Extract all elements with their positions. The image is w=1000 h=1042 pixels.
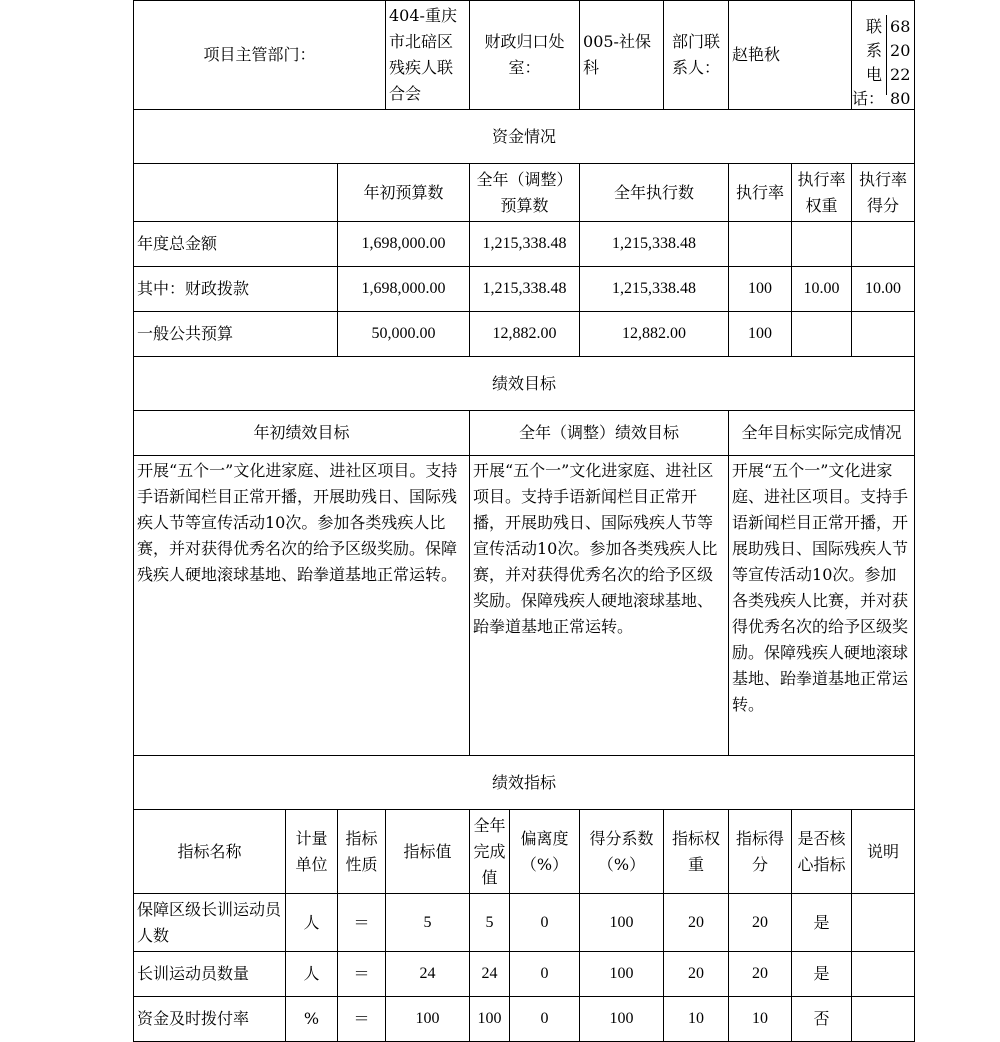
funds-header-weight: 执行率权重 <box>792 164 852 222</box>
ind-score: 10 <box>729 997 792 1042</box>
ind-score: 20 <box>729 894 792 952</box>
funds-header-initial: 年初预算数 <box>338 164 470 222</box>
ind-unit: 人 <box>286 952 338 997</box>
ind-name: 保障区级长训运动员人数 <box>134 894 286 952</box>
office-label: 财政归口处室： <box>470 1 580 110</box>
office-value: 005-社保科 <box>580 1 664 110</box>
ind-core: 否 <box>792 997 852 1042</box>
indicator-row <box>134 894 915 952</box>
funds-row-rate: 100 <box>729 267 792 312</box>
funds-row-score <box>852 222 915 267</box>
funds-row-executed: 12,882.00 <box>580 312 729 357</box>
funds-row-executed: 1,215,338.48 <box>580 222 729 267</box>
performance-table <box>133 0 915 1042</box>
ind-target: 100 <box>386 997 470 1042</box>
ind-core: 是 <box>792 952 852 997</box>
dept-label: 项目主管部门： <box>134 1 386 110</box>
indicators-section-title: 绩效指标 <box>134 756 915 810</box>
goals-adjusted-text: 开展“五个一”文化进家庭、进社区项目。支持手语新闻栏目正常开播，开展助残日、国际残疾人节等宣传活动10次。参加各类残疾人比赛，并对获得优秀名次的给予区级奖励。保障残疾人硬地滚球基地、跆拳道基地正常运转。 <box>470 456 729 756</box>
funds-row-weight: 10.00 <box>792 267 852 312</box>
ind-actual: 5 <box>470 894 510 952</box>
ind-header-unit: 计量单位 <box>286 810 338 894</box>
funds-header-adjusted: 全年（调整）预算数 <box>470 164 580 222</box>
ind-target: 5 <box>386 894 470 952</box>
funds-header-blank <box>134 164 338 222</box>
funds-row-initial: 50,000.00 <box>338 312 470 357</box>
funds-row <box>134 267 915 312</box>
ind-header-deviation: 偏离度（%） <box>510 810 580 894</box>
goals-initial-text: 开展“五个一”文化进家庭、进社区项目。支持手语新闻栏目正常开播，开展助残日、国际残疾人节等宣传活动10次。参加各类残疾人比赛，并对获得优秀名次的给予区级奖励。保障残疾人硬地滚球基地、跆拳道基地正常运转。 <box>134 456 470 756</box>
indicator-row <box>134 997 915 1042</box>
funds-row-score: 10.00 <box>852 267 915 312</box>
indicator-row <box>134 952 915 997</box>
ind-header-target: 指标值 <box>386 810 470 894</box>
funds-row-rate <box>729 222 792 267</box>
funds-row-weight <box>792 312 852 357</box>
ind-header-coef: 得分系数（%） <box>580 810 664 894</box>
funds-row <box>134 222 915 267</box>
ind-header-nature: 指标性质 <box>338 810 386 894</box>
funds-row <box>134 312 915 357</box>
ind-note <box>852 997 915 1042</box>
phone-cell <box>852 1 915 110</box>
ind-actual: 24 <box>470 952 510 997</box>
ind-unit: 人 <box>286 894 338 952</box>
funds-header-row <box>134 164 915 222</box>
ind-name: 长训运动员数量 <box>134 952 286 997</box>
contact-value: 赵艳秋 <box>729 1 852 110</box>
ind-coef: 100 <box>580 894 664 952</box>
goals-header-initial: 年初绩效目标 <box>134 411 470 456</box>
funds-row-adjusted: 12,882.00 <box>470 312 580 357</box>
ind-nature: ＝ <box>338 997 386 1042</box>
ind-deviation: 0 <box>510 894 580 952</box>
ind-coef: 100 <box>580 997 664 1042</box>
ind-weight: 10 <box>664 997 729 1042</box>
indicators-header-row <box>134 810 915 894</box>
goals-actual-text: 开展“五个一”文化进家庭、进社区项目。支持手语新闻栏目正常开播，开展助残日、国际残疾人节等宣传活动10次。参加各类残疾人比赛，并对获得优秀名次的给予区级奖励。保障残疾人硬地滚球基地、跆拳道基地正常运转。 <box>729 456 915 756</box>
ind-header-score: 指标得分 <box>729 810 792 894</box>
goals-content-row <box>134 456 915 756</box>
goals-section-title: 绩效目标 <box>134 357 915 411</box>
ind-deviation: 0 <box>510 952 580 997</box>
ind-note <box>852 952 915 997</box>
funds-row-adjusted: 1,215,338.48 <box>470 267 580 312</box>
ind-target: 24 <box>386 952 470 997</box>
funds-row-name: 其中：财政拨款 <box>134 267 338 312</box>
ind-deviation: 0 <box>510 997 580 1042</box>
ind-nature: ＝ <box>338 952 386 997</box>
ind-unit: % <box>286 997 338 1042</box>
funds-row-name: 一般公共预算 <box>134 312 338 357</box>
ind-header-weight: 指标权重 <box>664 810 729 894</box>
ind-nature: ＝ <box>338 894 386 952</box>
funds-row-name: 年度总金额 <box>134 222 338 267</box>
funds-header-score: 执行率得分 <box>852 164 915 222</box>
goals-header-actual: 全年目标实际完成情况 <box>729 411 915 456</box>
ind-core: 是 <box>792 894 852 952</box>
dept-value: 404-重庆市北碚区残疾人联合会 <box>386 1 470 110</box>
ind-name: 资金及时拨付率 <box>134 997 286 1042</box>
ind-header-core: 是否核心指标 <box>792 810 852 894</box>
contact-label: 部门联系人： <box>664 1 729 110</box>
phone-label: 联系电话： <box>852 15 887 95</box>
funds-row-initial: 1,698,000.00 <box>338 222 470 267</box>
ind-actual: 100 <box>470 997 510 1042</box>
goals-header-row <box>134 411 915 456</box>
funds-row-rate: 100 <box>729 312 792 357</box>
funds-row-initial: 1,698,000.00 <box>338 267 470 312</box>
ind-note <box>852 894 915 952</box>
funds-row-executed: 1,215,338.48 <box>580 267 729 312</box>
funds-row-adjusted: 1,215,338.48 <box>470 222 580 267</box>
funds-row-weight <box>792 222 852 267</box>
funds-row-score <box>852 312 915 357</box>
ind-header-name: 指标名称 <box>134 810 286 894</box>
ind-header-note: 说明 <box>852 810 915 894</box>
header-row <box>134 1 915 110</box>
funds-header-executed: 全年执行数 <box>580 164 729 222</box>
ind-weight: 20 <box>664 952 729 997</box>
ind-weight: 20 <box>664 894 729 952</box>
funds-header-rate: 执行率 <box>729 164 792 222</box>
ind-score: 20 <box>729 952 792 997</box>
funds-section-title: 资金情况 <box>134 110 915 164</box>
phone-value: 68202280 <box>890 17 911 108</box>
ind-header-actual: 全年完成值 <box>470 810 510 894</box>
goals-header-adjusted: 全年（调整）绩效目标 <box>470 411 729 456</box>
ind-coef: 100 <box>580 952 664 997</box>
